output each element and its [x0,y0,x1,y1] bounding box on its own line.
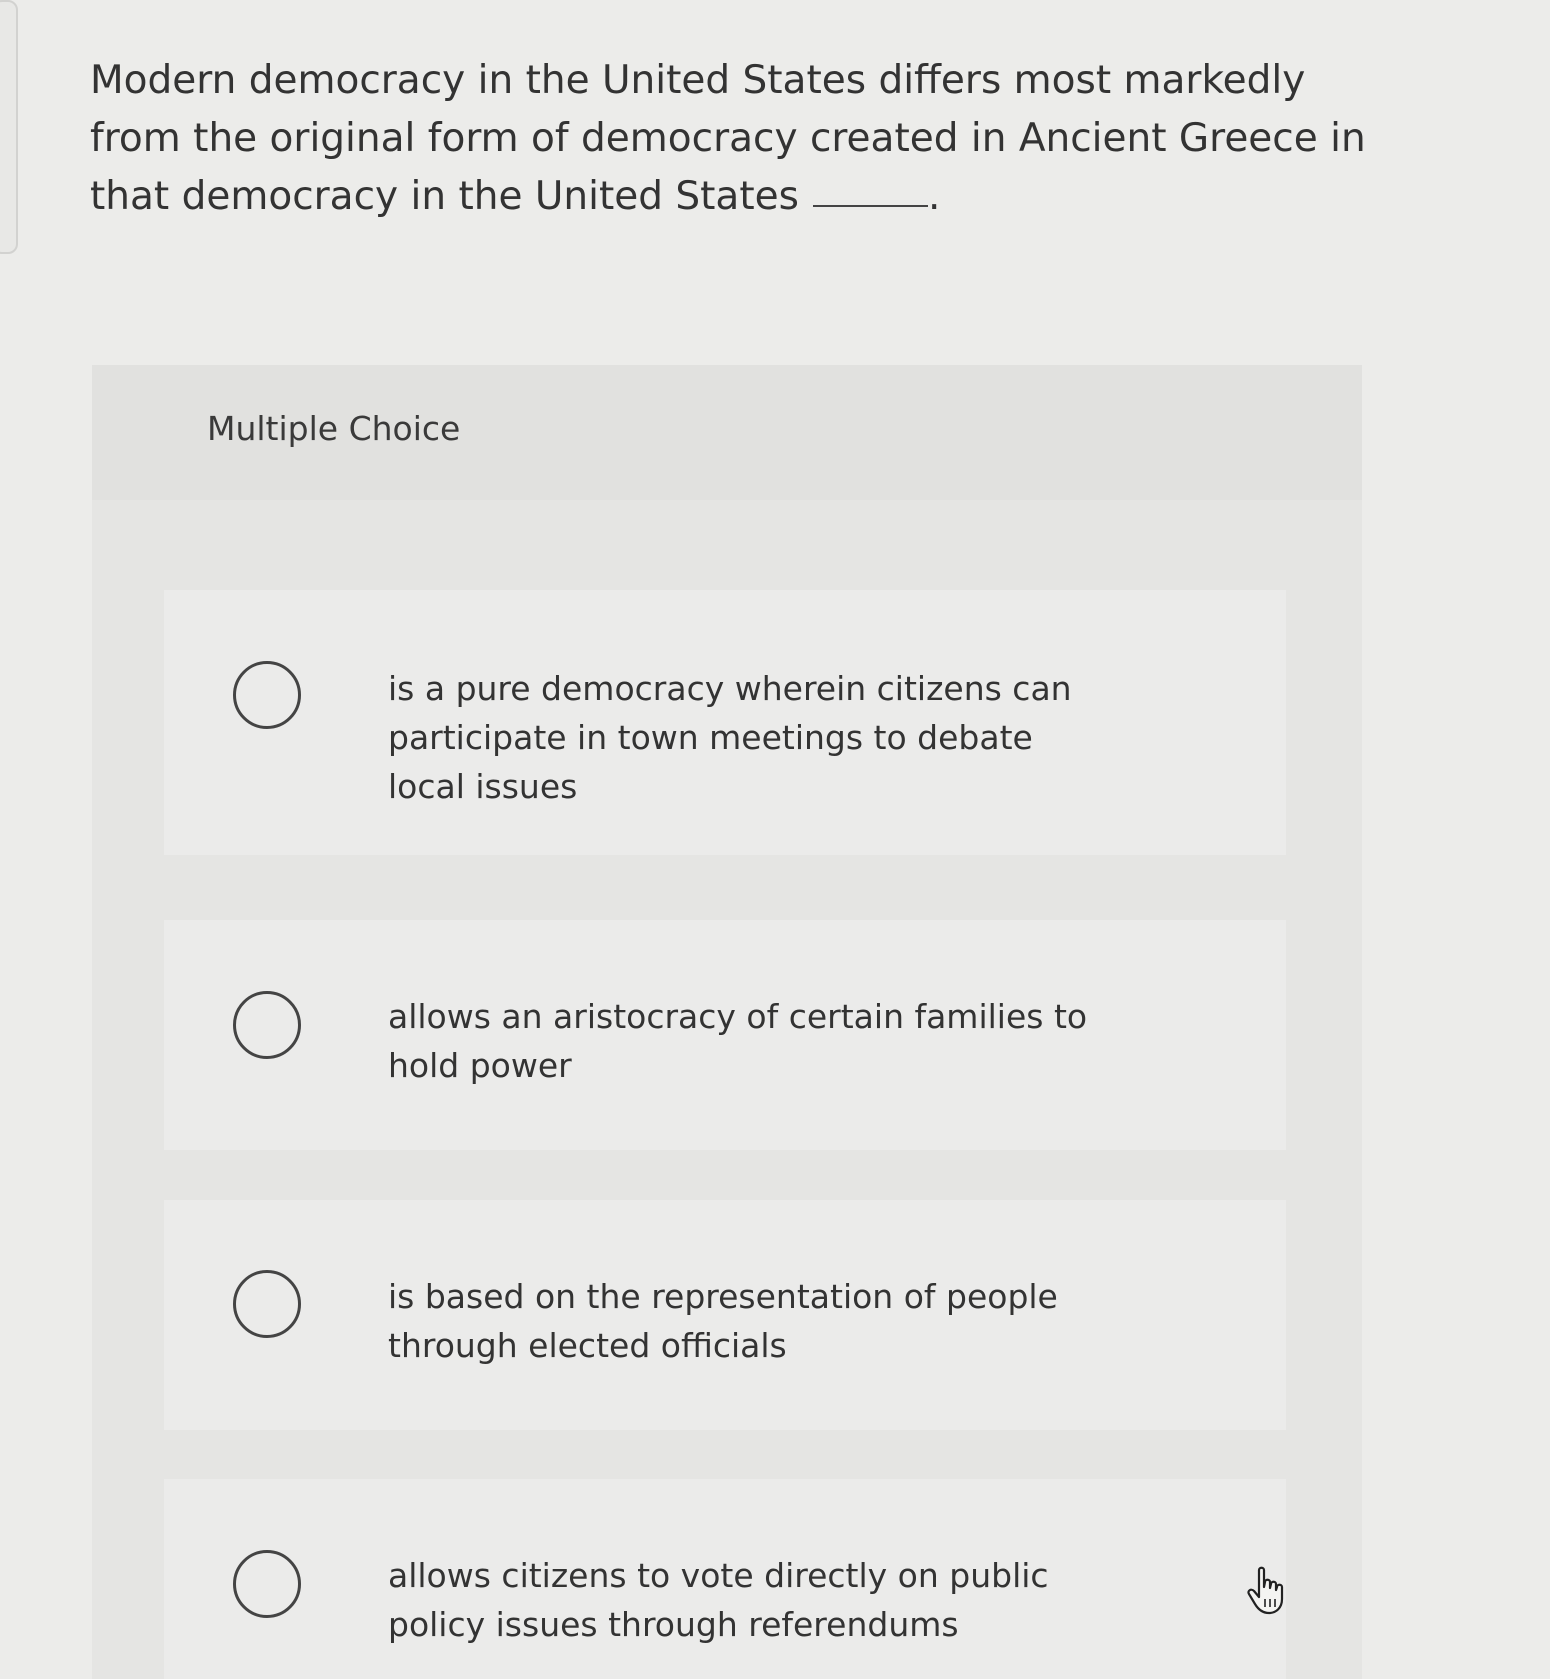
answer-option-2-label: allows an aristocracy of certain families to hold power [388,997,1088,1085]
panel-title: Multiple Choice [207,409,461,448]
radio-button-option-1[interactable] [233,661,301,729]
answer-option-4-label: allows citizens to vote directly on public policy issues through referendums [388,1556,1049,1644]
answer-option-4[interactable] [164,1479,1286,1679]
radio-button-option-3[interactable] [233,1270,301,1338]
previous-panel-edge [0,0,18,254]
answer-option-2[interactable] [164,920,1286,1150]
answer-blank [813,205,928,207]
answer-option-1[interactable] [164,590,1286,855]
question-ending: . [927,174,941,219]
radio-button-option-4[interactable] [233,1550,301,1618]
multiple-choice-panel [92,365,1362,1679]
panel-header [92,365,1362,500]
question-prompt [90,52,1380,226]
answer-option-3[interactable] [164,1200,1286,1430]
hand-pointer-icon [1245,1566,1293,1616]
answer-option-3-label: is based on the representation of people through elected officials [388,1277,1058,1365]
question-text: Modern democracy in the United States differs most markedly from the original form of democracy created in Ancient Greece in that democracy in the United States [90,58,1366,219]
answer-option-1-label: is a pure democracy wherein citizens can participate in town meetings to debate local issues [388,669,1072,806]
radio-button-option-2[interactable] [233,991,301,1059]
